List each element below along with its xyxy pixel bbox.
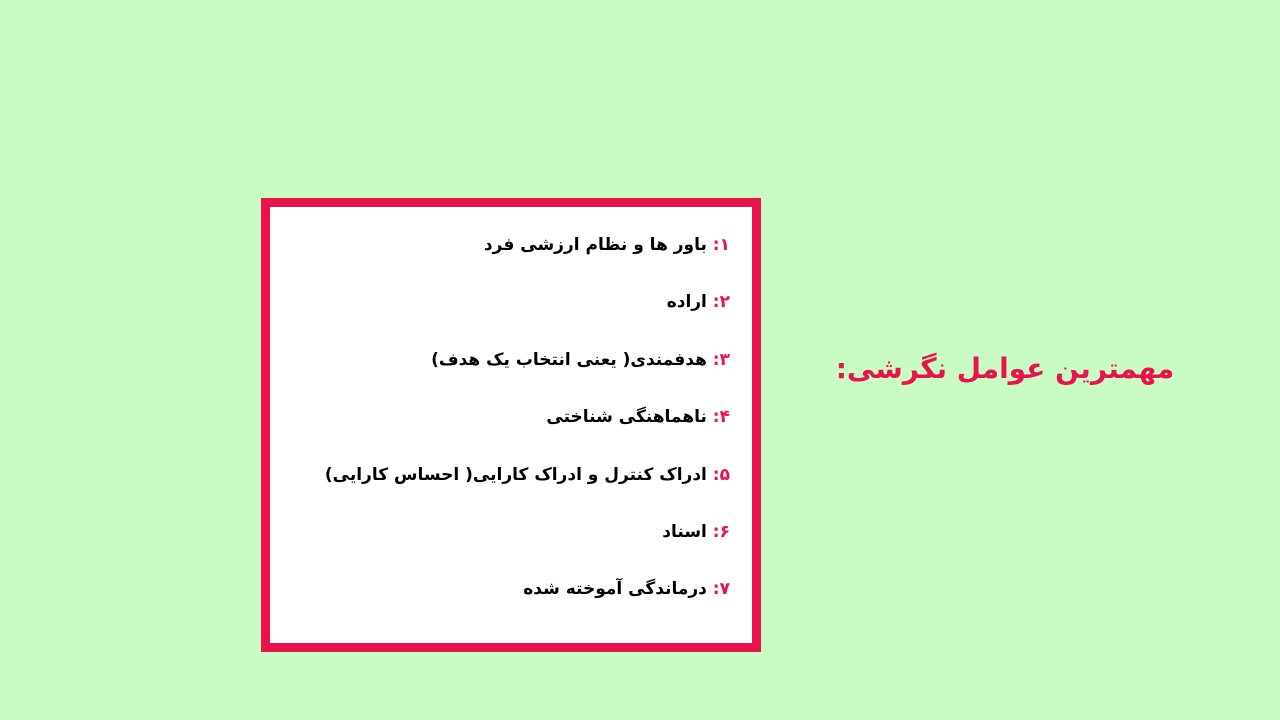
list-item (292, 522, 730, 542)
list-item-separator: : (706, 292, 720, 313)
list-item-number: ۷ (719, 579, 730, 600)
list-item-label: اراده (666, 292, 707, 313)
list-item (292, 350, 730, 370)
list-item-number: ۲ (719, 292, 730, 313)
list-item-number: ۵ (719, 464, 730, 485)
list-item-label: ناهماهنگی شناختی (546, 407, 707, 428)
list-item-label: هدفمندی( یعنی انتخاب یک هدف) (431, 349, 707, 370)
list-item-label: اسناد (662, 521, 707, 542)
list-item-separator: : (706, 349, 720, 370)
page-title: مهمترین عوامل نگرشی: (835, 352, 1175, 385)
list-item (292, 465, 730, 485)
list-item-number: ۱ (719, 235, 730, 255)
list-item-label: باور ها و نظام ارزشی فرد (483, 235, 707, 255)
list-item-label: درماندگی آموخته شده (523, 579, 707, 600)
list-item (292, 235, 730, 255)
list-item (292, 579, 730, 599)
factors-list-box (261, 198, 761, 652)
list-item-separator: : (706, 407, 720, 428)
list-item-number: ۶ (719, 521, 730, 542)
list-item-separator: : (706, 521, 720, 542)
list-item-label: ادراک کنترل و ادراک کارایی( احساس کارایی) (324, 464, 707, 485)
list-item (292, 292, 730, 312)
list-item-number: ۳ (719, 349, 730, 370)
list-item-separator: : (706, 464, 720, 485)
list-item-separator: : (706, 235, 720, 255)
list-item-number: ۴ (719, 407, 730, 428)
list-item (292, 407, 730, 427)
list-item-separator: : (706, 579, 720, 600)
